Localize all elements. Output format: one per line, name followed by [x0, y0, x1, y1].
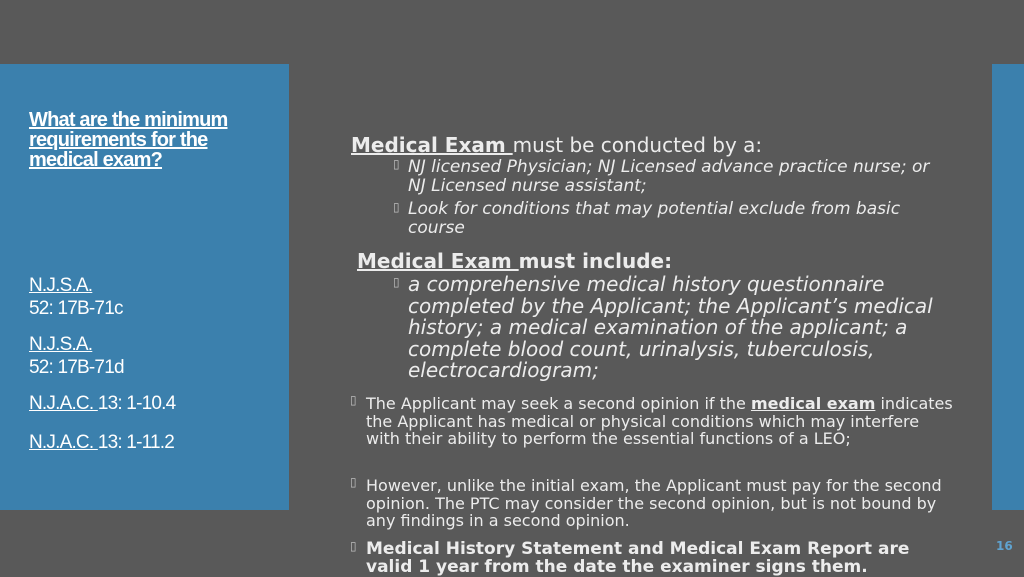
- accent-strip: [992, 64, 1024, 510]
- citation-section: 13: 1-10.4: [97, 393, 176, 414]
- heading-lead: Medical Exam: [351, 133, 513, 157]
- point-post: indicates the Applicant has medical or physical conditions which may interfere with their ability to perform the essential functions of a LEO;: [366, 394, 953, 448]
- bullet-icon: ▯: [393, 200, 400, 214]
- citation-2: [29, 333, 279, 379]
- list-item: NJ licensed Physician; NJ Licensed advance practice nurse; or NJ Licensed nurse assistant;: [408, 157, 930, 196]
- citation-1: [29, 274, 279, 320]
- section-heading-include: [357, 249, 672, 273]
- list-item: a comprehensive medical history questionnaire completed by the Applicant; the Applicant’s medical history; a medical examination of the applicant; a complete blood count, urinalysis, tuberculosis, electrocardiogram;: [408, 272, 933, 382]
- citation-section: 52: 17B-71c: [29, 298, 123, 319]
- bullet-icon: ▯: [393, 157, 400, 171]
- bullet-icon: ▯: [350, 393, 357, 407]
- citation-section: 52: 17B-71d: [29, 357, 124, 378]
- section-heading-conducted: [351, 133, 762, 157]
- citation-code[interactable]: N.J.S.A.: [29, 334, 93, 355]
- bullet-icon: ▯: [350, 475, 357, 489]
- point-emphasis: medical exam: [750, 394, 876, 413]
- heading-rest: must include:: [518, 249, 673, 273]
- citation-code[interactable]: N.J.A.C.: [29, 432, 98, 453]
- citation-3: [29, 392, 279, 415]
- point-pre: The Applicant may seek a second opinion if the: [366, 394, 751, 413]
- list-item: Look for conditions that may potential exclude from basic course: [408, 199, 901, 238]
- bullet-icon: ▯: [350, 539, 357, 553]
- citation-code[interactable]: N.J.S.A.: [29, 275, 93, 296]
- citation-section: 13: 1-11.2: [97, 432, 174, 453]
- citation-4: [29, 431, 279, 454]
- citation-code[interactable]: N.J.A.C.: [29, 393, 98, 414]
- heading-lead: Medical Exam: [357, 249, 519, 273]
- list-item: Medical History Statement and Medical Exam Report are valid 1 year from the date the examiner signs them.: [366, 539, 910, 577]
- list-item: [366, 395, 956, 448]
- list-item: However, unlike the initial exam, the Applicant must pay for the second opinion. The PTC may consider the second opinion, but is not bound by any findings in a second opinion.: [366, 476, 942, 530]
- heading-rest: must be conducted by a:: [512, 133, 763, 157]
- bullet-icon: ▯: [393, 275, 400, 289]
- page-number: 16: [996, 539, 1013, 553]
- slide-title: What are the minimum requirements for the medical exam?: [29, 109, 228, 171]
